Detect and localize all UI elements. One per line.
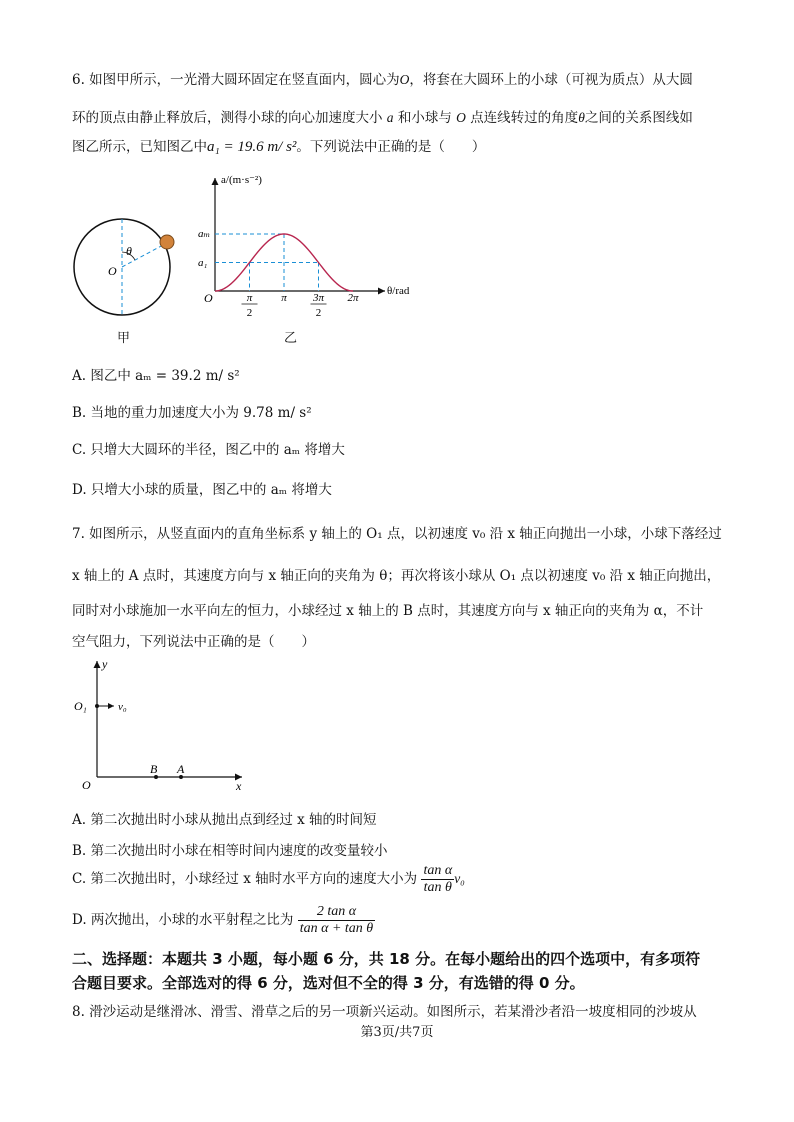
- y-axis-label: a/(m·s⁻²): [221, 174, 262, 186]
- q7-figure: [70, 655, 260, 795]
- x-axis-label: θ/rad: [387, 285, 410, 297]
- q6-line3: 图乙所示，已知图乙中a₁ = 19.6 m/ s²。下列说法中正确的是（ ）: [72, 139, 486, 155]
- a1-expression: a₁ = 19.6 m/ s²: [207, 139, 297, 155]
- caption-jia: 甲: [117, 331, 131, 346]
- caption-yi: 乙: [284, 331, 298, 346]
- x-tick-label-num: 3π: [312, 292, 325, 304]
- page-number-footer: 第3页/共7页: [360, 1025, 434, 1040]
- section2-line2: 合题目要求。全部选对的得 6 分，选对但不全的得 3 分，有选错的得 0 分。: [72, 974, 585, 992]
- b-label: B: [150, 762, 158, 776]
- x-tick-label-den: 2: [315, 307, 322, 319]
- x-tick-label-den: 2: [246, 307, 253, 319]
- q6-option-c: C. 只增大大圆环的半径，图乙中的 aₘ 将增大: [72, 442, 345, 458]
- x-tick-label: π: [281, 292, 287, 304]
- figure-jia: [60, 205, 190, 345]
- v0-label: v₀: [118, 701, 127, 713]
- q6-line2: 环的顶点由静止释放后，测得小球的向心加速度大小 a 和小球与 O 点连线转过的角度θ之间的关系图线如: [72, 110, 693, 126]
- origin-label: O: [204, 291, 213, 305]
- c-fraction: $\frac{\text{tan α}}{\text{tan θ}}$: [423, 863, 453, 896]
- q7-line4: 空气阻力，下列说法中正确的是（ ）: [72, 634, 315, 650]
- q7-option-d: D. 两次抛出，小球的水平射程之比为 $\frac{\text{2 tan α}}{\text{tan α + tan θ}}$: [72, 904, 374, 937]
- q8-line1: 8. 滑沙运动是继滑冰、滑雪、滑草之后的另一项新兴运动。如图所示，若某滑沙者沿一坡度相同的沙坡从: [72, 1004, 697, 1020]
- y-tick-label-am: aₘ: [198, 228, 211, 240]
- q7-option-b: B. 第二次抛出时小球在相等时间内速度的改变量较小: [72, 843, 388, 859]
- small-ball: [160, 235, 174, 249]
- q7-x-label: x: [236, 779, 242, 793]
- figure-yi-chart: [195, 170, 435, 320]
- x-tick-label: 2π: [347, 292, 359, 304]
- y-tick-label-a1: a₁: [198, 257, 208, 269]
- q7-line3: 同时对小球施加一水平向左的恒力，小球经过 x 轴上的 B 点时，其速度方向与 x 轴正向的夹角为 α，不计: [72, 603, 704, 619]
- q7-option-a: A. 第二次抛出时小球从抛出点到经过 x 轴的时间短: [72, 812, 377, 828]
- q6-option-d: D. 只增大小球的质量，图乙中的 aₘ 将增大: [72, 482, 332, 498]
- o1-label: O₁: [74, 699, 87, 713]
- d-fraction: $\frac{\text{2 tan α}}{\text{tan α + tan θ}}$: [299, 904, 374, 937]
- q7-y-label: y: [102, 657, 108, 671]
- q6-option-b: B. 当地的重力加速度大小为 9.78 m/ s²: [72, 405, 312, 421]
- q6-option-a: A. 图乙中 aₘ = 39.2 m/ s²: [72, 368, 240, 384]
- a-label: A: [177, 762, 185, 776]
- q6-line1: 6. 如图甲所示，一光滑大圆环固定在竖直面内，圆心为O，将套在大圆环上的小球（可视为质点）从大圆: [72, 72, 693, 88]
- q7-origin-label: O: [82, 778, 91, 792]
- q7-line2: x 轴上的 A 点时，其速度方向与 x 轴正向的夹角为 θ；再次将该小球从 O₁ 点以初速度 v₀ 沿 x 轴正向抛出，: [72, 568, 721, 584]
- jia-angle-label: θ: [126, 244, 132, 258]
- x-tick-label-num: π: [246, 292, 253, 304]
- q7-option-c: C. 第二次抛出时，小球经过 x 轴时水平方向的速度大小为 $\frac{\text{tan α}}{\text{tan θ}}$ v₀: [72, 863, 465, 896]
- jia-center-label: O: [108, 264, 117, 278]
- o1-point: [95, 704, 99, 708]
- q7-line1: 7. 如图所示，从竖直面内的直角坐标系 y 轴上的 O₁ 点，以初速度 v₀ 沿 x 轴正向抛出一小球，小球下落经过: [72, 526, 722, 542]
- section2-line1: 二、选择题：本题共 3 小题，每小题 6 分，共 18 分。在每小题给出的四个选项中，有多项符: [72, 950, 701, 968]
